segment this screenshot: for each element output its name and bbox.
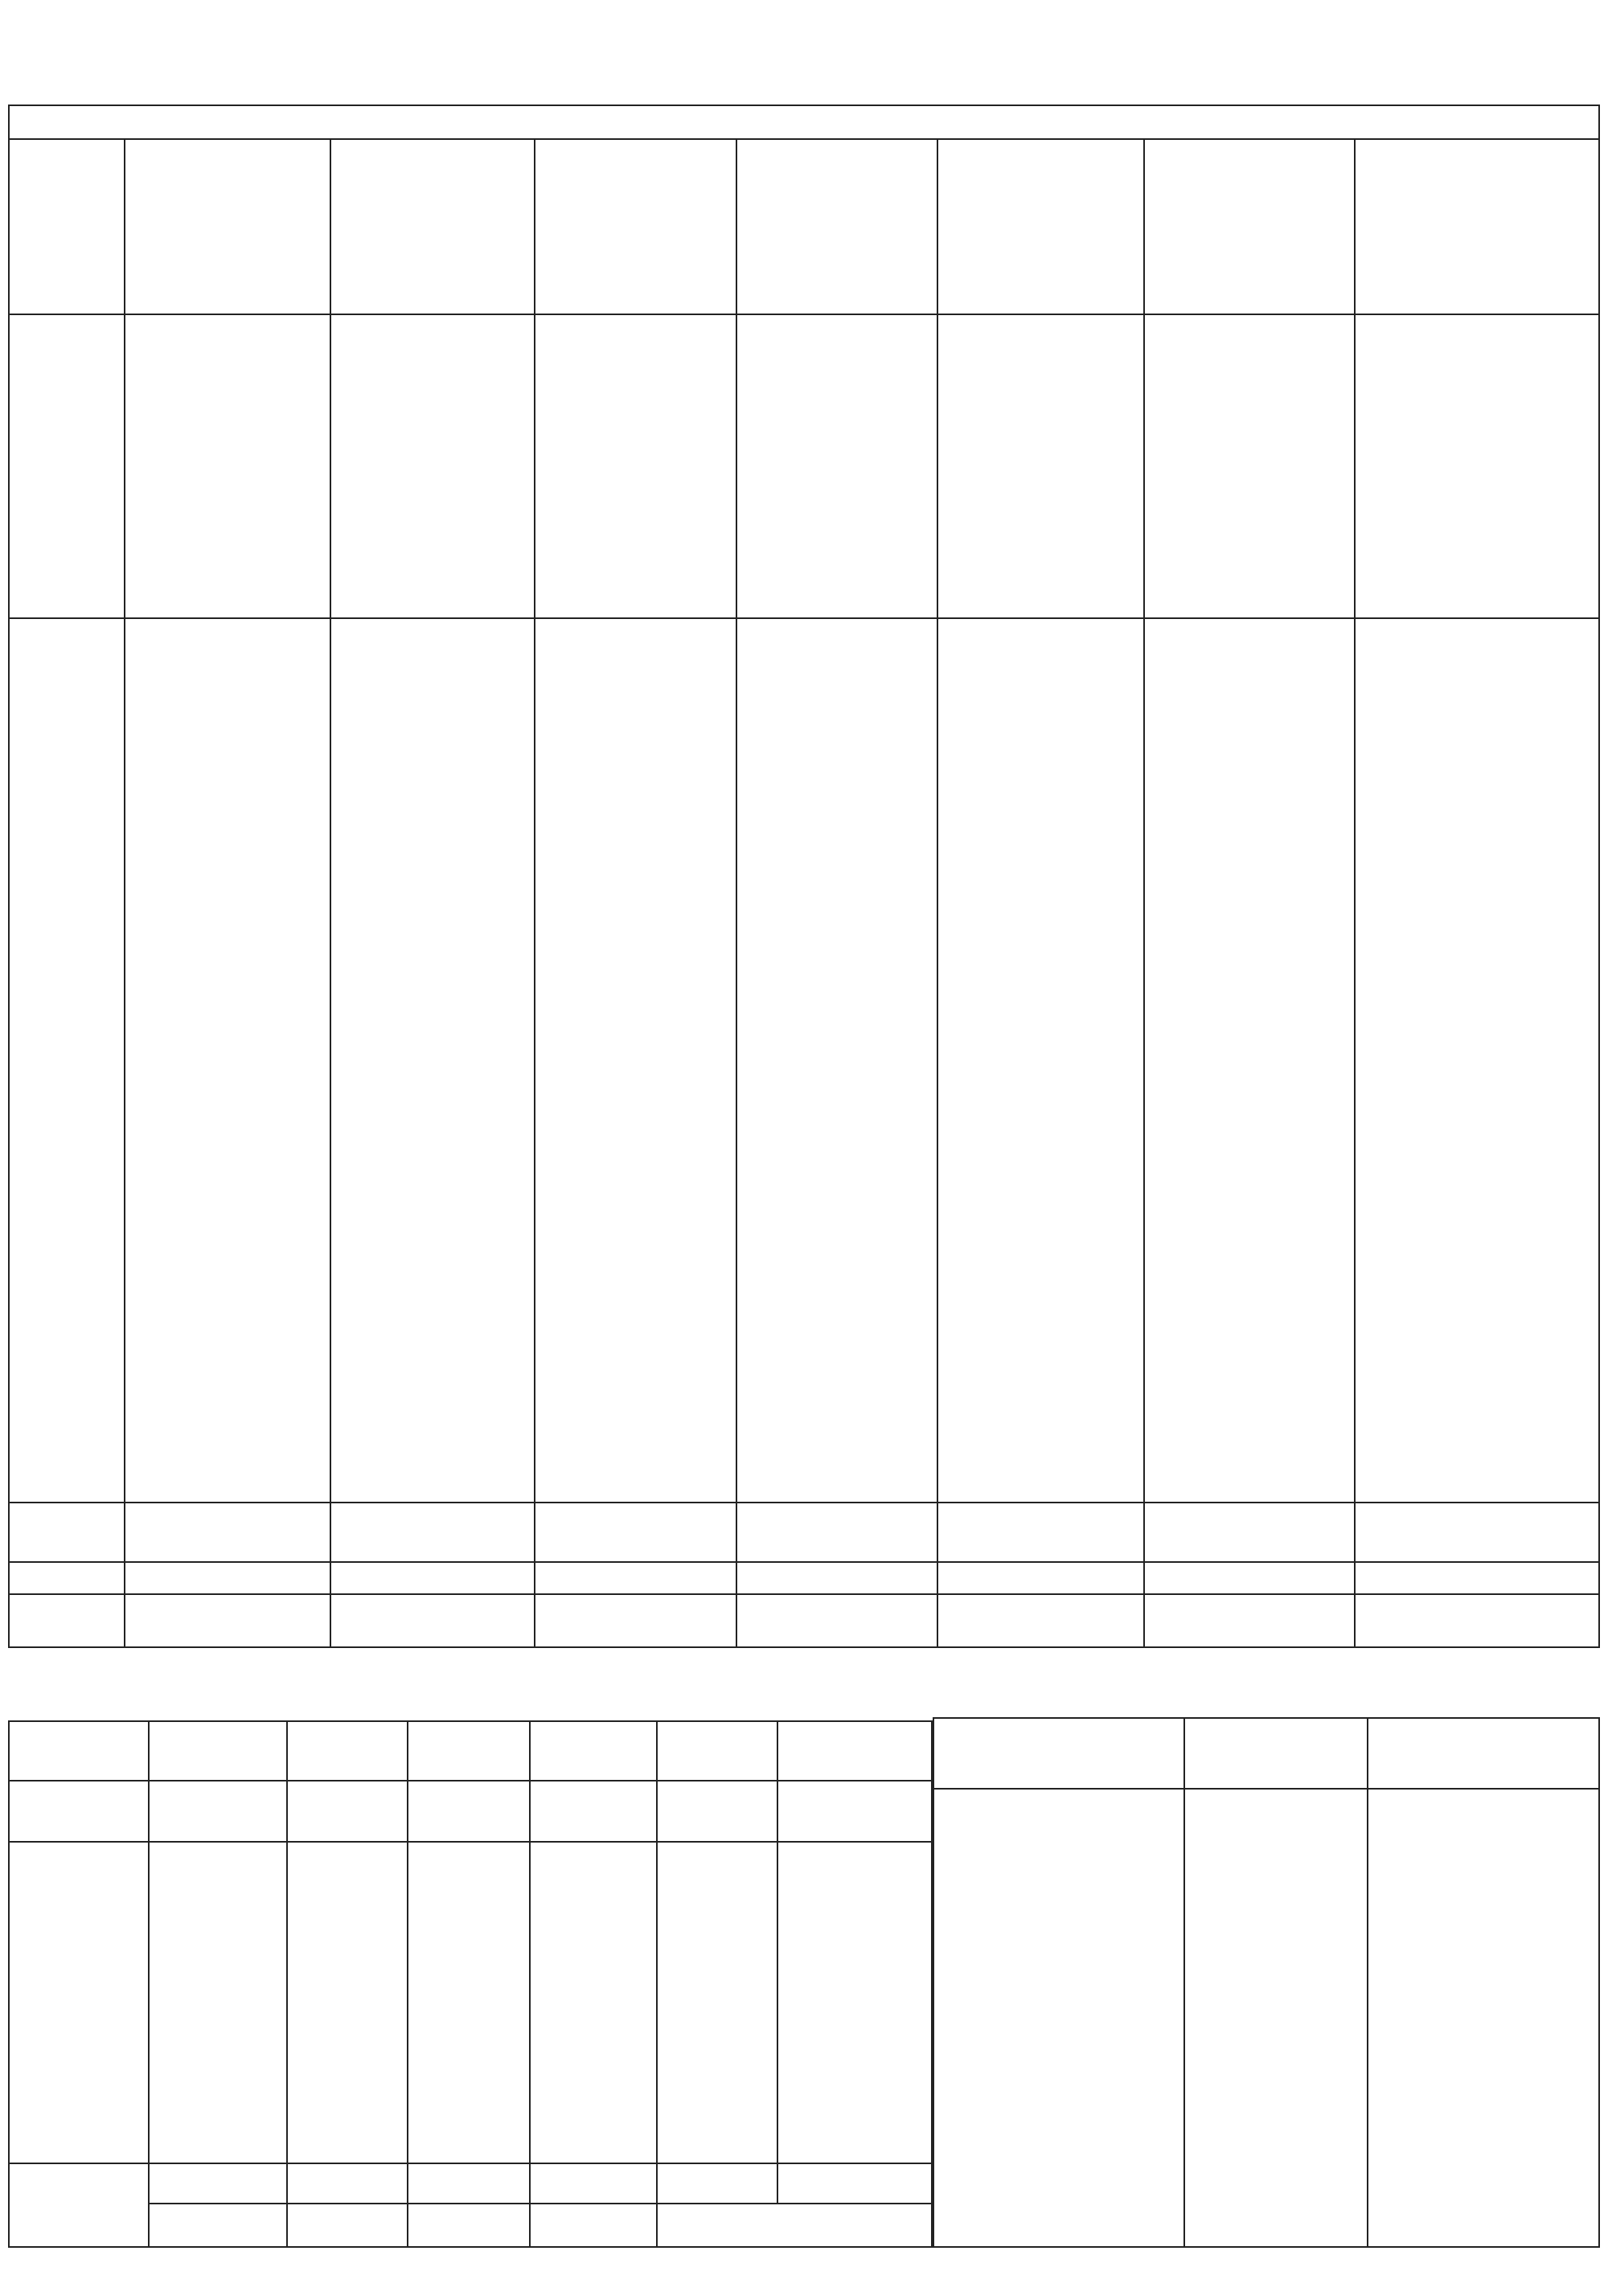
hoehenwinde-table — [8, 1720, 933, 2248]
aerological-table — [8, 140, 1600, 1648]
weitere-table — [933, 1717, 1600, 2248]
issue-info-bar — [8, 105, 1600, 140]
